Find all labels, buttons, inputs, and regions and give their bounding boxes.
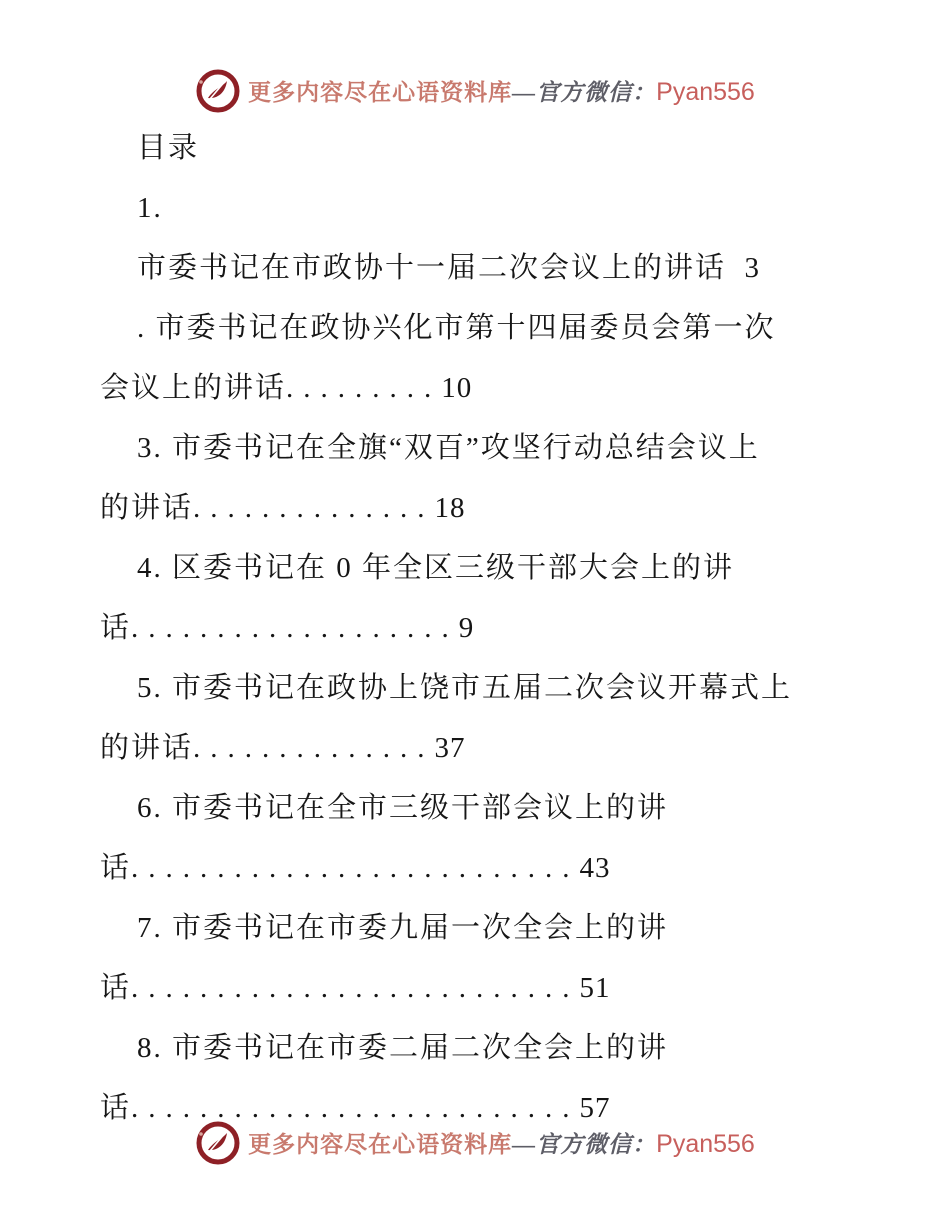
toc-line-text: 市委书记在市政协十一届二次会议上的讲话 3 — [137, 252, 762, 284]
toc-line-text: 6. 市委书记在全市三级干部会议上的讲 — [137, 792, 669, 824]
toc-line-text: 的讲话 — [100, 732, 194, 764]
toc-entry-continuation — [100, 958, 895, 1018]
xinyu-pen-circle-logo-icon — [195, 68, 240, 113]
toc-dot-leader: .......................... — [131, 972, 580, 1004]
toc-entry — [100, 298, 895, 358]
xinyu-pen-circle-logo-icon — [195, 1120, 240, 1165]
toc-entry-continuation — [100, 838, 895, 898]
toc-page-number: 9 — [458, 612, 475, 644]
toc-line-text: 话 — [100, 612, 132, 644]
toc-line-text: 话 — [100, 852, 132, 884]
brand-wechat-label: —官方微信： — [512, 79, 657, 105]
toc-page-number: 51 — [579, 972, 611, 1004]
toc-entry — [100, 898, 895, 958]
toc-dot-leader: .............. — [193, 492, 435, 524]
toc-page-number: 37 — [434, 732, 466, 764]
brand-text — [248, 1126, 755, 1159]
toc-page-number: 10 — [441, 372, 473, 404]
toc-entry — [100, 538, 895, 598]
brand-slogan: 更多内容尽在心语资料库 — [248, 1131, 513, 1157]
toc-page-number: 57 — [579, 1092, 611, 1124]
toc-entry — [100, 658, 895, 718]
brand-text — [248, 74, 755, 107]
toc-line-text: 8. 市委书记在市委二届二次全会上的讲 — [137, 1032, 669, 1064]
toc-title-text: 目录 — [137, 132, 200, 164]
toc-line-text: 5. 市委书记在政协上饶市五届二次会议开幕式上 — [137, 672, 793, 704]
toc-line-text: . 市委书记在政协兴化市第十四届委员会第一次 — [137, 312, 776, 344]
toc-line-text: 的讲话 — [100, 492, 194, 524]
toc-dot-leader: .......................... — [131, 852, 580, 884]
toc-entry-continuation — [100, 598, 895, 658]
toc-line-text: 4. 区委书记在 0 年全区三级干部大会上的讲 — [137, 552, 735, 584]
toc-dot-leader: .......................... — [131, 1092, 580, 1124]
toc-entry — [100, 238, 895, 298]
toc-entry — [100, 418, 895, 478]
toc-entry-continuation — [100, 718, 895, 778]
toc-line-text: 7. 市委书记在市委九届一次全会上的讲 — [137, 912, 669, 944]
toc-page-number: 18 — [434, 492, 466, 524]
toc-entry-continuation — [100, 478, 895, 538]
toc-dot-leader: .............. — [193, 732, 435, 764]
toc-entry-continuation — [100, 358, 895, 418]
toc-entry — [100, 778, 895, 838]
brand-slogan: 更多内容尽在心语资料库 — [248, 79, 513, 105]
footer-brand — [0, 1116, 950, 1168]
toc-dot-leader: ................... — [131, 612, 459, 644]
toc-entry — [100, 1018, 895, 1078]
header-brand — [0, 64, 950, 116]
page-title — [100, 118, 895, 178]
toc-line-text: 会议上的讲话 — [100, 372, 287, 404]
toc-page-number: 43 — [579, 852, 611, 884]
brand-wechat-id: Pyan556 — [656, 77, 755, 106]
toc-line-text: 1. — [137, 192, 163, 224]
brand-wechat-label: —官方微信： — [512, 1131, 657, 1157]
toc-line-text: 3. 市委书记在全旗“双百”攻坚行动总结会议上 — [137, 432, 760, 464]
toc-line-text: 话 — [100, 972, 132, 1004]
brand-wechat-id: Pyan556 — [656, 1129, 755, 1158]
table-of-contents — [100, 118, 895, 1138]
toc-line-text: 话 — [100, 1092, 132, 1124]
toc-dot-leader: ......... — [286, 372, 442, 404]
toc-entry-number — [100, 178, 895, 238]
